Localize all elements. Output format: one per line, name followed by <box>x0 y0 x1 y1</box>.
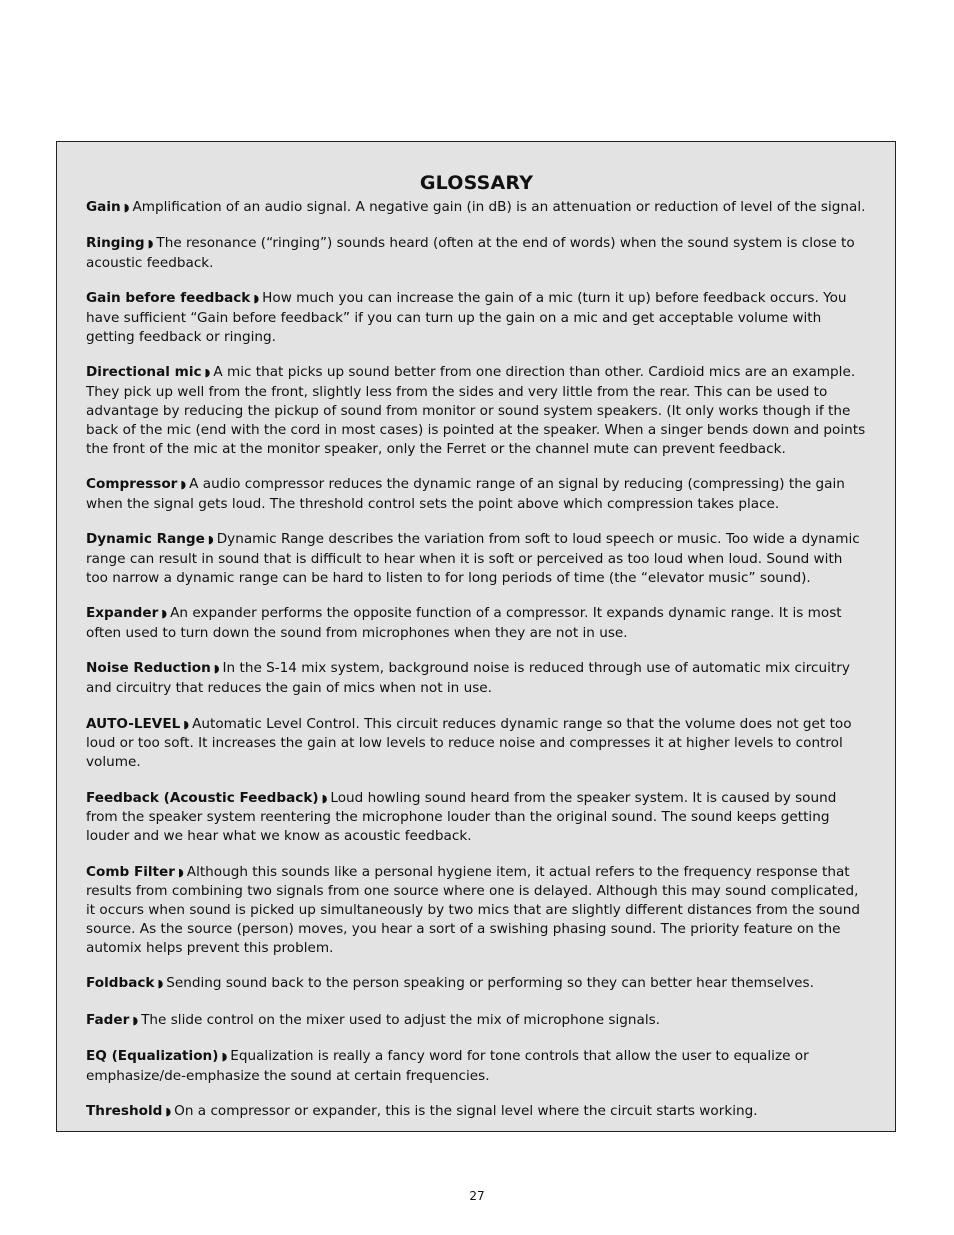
entry-definition: Although this sounds like a personal hygiene item, it actual refers to the frequency response that results from combining two signals from one source where one is delayed. Although this may sound complicated, it occurs when sound is picked up simultaneously by two mics that are slightly different distances from the sound source. As the source (person) moves, you hear a sort of a swishing phasing sound. The priority feature on the automix helps prevent this problem. <box>86 863 860 957</box>
glossary-title: GLOSSARY <box>419 172 534 194</box>
page-number: 27 <box>469 1189 485 1203</box>
entry-term: Gain before feedback <box>86 290 251 307</box>
entry-term: EQ (Equalization) <box>86 1047 219 1064</box>
separator-icon: ◗ <box>180 478 187 492</box>
entry-definition: Dynamic Range describes the variation from soft to loud speech or music. Too wide a dynamic range can result in sound that is difficult to hear when it is soft or perceived as too loud when loud. Sound with too narrow a dynamic range can be hard to listen to for long periods of time (the “elevator music” sound). <box>86 531 860 587</box>
glossary-entry-gain <box>86 198 867 218</box>
entry-definition: A mic that picks up sound better from one direction than other. Cardioid mics are an example. They pick up well from the front, slightly less from the sides and very little from the rear. This can be used to advantage by reducing the pickup of sound from monitor or sound system speakers. (It only works though if the back of the mic (end with the cord in most cases) is pointed at the speaker. When a singer bends down and points the front of the mic at the monitor speaker, only the Ferret or the channel mute can prevent feedback. <box>86 364 866 457</box>
separator-icon: ◗ <box>321 791 328 805</box>
separator-icon: ◗ <box>157 977 164 991</box>
entry-definition: In the S-14 mix system, background noise is reduced through use of automatic mix circuitry and circuitry that reduces the gain of mics when not in use. <box>86 660 850 697</box>
separator-icon: ◗ <box>183 717 190 731</box>
glossary-box <box>56 141 896 1132</box>
separator-icon: ◗ <box>207 533 214 547</box>
separator-icon: ◗ <box>221 1049 228 1063</box>
glossary-entry-comb-filter <box>86 863 867 959</box>
glossary-entry-feedback <box>86 789 867 847</box>
entry-definition: Automatic Level Control. This circuit reduces dynamic range so that the volume does not get too loud or too soft. It increases the gain at low levels to reduce noise and compresses it at higher levels to control volume. <box>86 715 852 771</box>
entry-definition: Equalization is really a fancy word for tone controls that allow the user to equalize or emphasize/de-emphasize the sound at certain frequencies. <box>86 1047 809 1084</box>
separator-icon: ◗ <box>147 237 154 251</box>
entry-term: Compressor <box>86 476 178 493</box>
separator-icon: ◗ <box>213 662 220 676</box>
entry-term: Expander <box>86 605 159 622</box>
entry-term: Noise Reduction <box>86 660 211 677</box>
entry-term: Threshold <box>86 1102 163 1119</box>
entry-term: Foldback <box>86 975 155 992</box>
entry-definition: A audio compressor reduces the dynamic range of an signal by reducing (compressing) the gain when the signal gets loud. The threshold control sets the point above which compression takes place. <box>86 476 845 513</box>
entry-definition: Loud howling sound heard from the speaker system. It is caused by sound from the speaker system reentering the microphone louder than the original sound. The sound keeps getting louder and we hear what we know as acoustic feedback. <box>86 789 837 845</box>
glossary-entry-threshold <box>86 1102 867 1122</box>
glossary-entry-eq <box>86 1047 867 1086</box>
entry-term: Directional mic <box>86 364 202 381</box>
entry-definition: The slide control on the mixer used to adjust the mix of microphone signals. <box>141 1011 660 1028</box>
separator-icon: ◗ <box>204 366 211 380</box>
entry-term: Fader <box>86 1011 130 1028</box>
entry-term: Dynamic Range <box>86 531 205 548</box>
glossary-entry-noise-reduction <box>86 659 867 698</box>
entry-term: Feedback (Acoustic Feedback) <box>86 789 319 806</box>
separator-icon: ◗ <box>123 201 130 214</box>
entry-definition: Amplification of an audio signal. A negative gain (in dB) is an attenuation or reduction of level of the signal. <box>132 199 866 215</box>
glossary-entry-compressor <box>86 475 867 514</box>
entry-term: Ringing <box>86 235 145 252</box>
glossary-entry-gain-before-feedback <box>86 289 867 347</box>
glossary-entry-ringing <box>86 234 867 273</box>
separator-icon: ◗ <box>253 292 260 306</box>
glossary-entry-directional-mic <box>86 363 867 459</box>
glossary-entry-dynamic-range <box>86 530 867 588</box>
glossary-entry-expander <box>86 604 867 643</box>
entry-term: Gain <box>86 199 121 215</box>
entry-term: Comb Filter <box>86 863 175 880</box>
entry-definition: How much you can increase the gain of a mic (turn it up) before feedback occurs. You have sufficient “Gain before feedback” if you can turn up the gain on a mic and get acceptable volume with getting feedback or ringing. <box>86 290 847 346</box>
separator-icon: ◗ <box>132 1013 139 1027</box>
separator-icon: ◗ <box>165 1104 172 1118</box>
separator-icon: ◗ <box>177 865 184 879</box>
entry-definition: On a compressor or expander, this is the signal level where the circuit starts working. <box>174 1102 758 1119</box>
entry-term: AUTO-LEVEL <box>86 715 181 732</box>
entry-definition: An expander performs the opposite function of a compressor. It expands dynamic range. It is most often used to turn down the sound from microphones when they are not in use. <box>86 605 842 642</box>
glossary-entry-auto-level <box>86 715 867 773</box>
entry-definition: Sending sound back to the person speaking or performing so they can better hear themselves. <box>166 975 814 992</box>
separator-icon: ◗ <box>161 607 168 621</box>
glossary-entry-fader <box>86 1011 867 1031</box>
entry-definition: The resonance (“ringing”) sounds heard (often at the end of words) when the sound system is close to acoustic feedback. <box>86 235 855 272</box>
glossary-entry-foldback <box>86 974 867 994</box>
